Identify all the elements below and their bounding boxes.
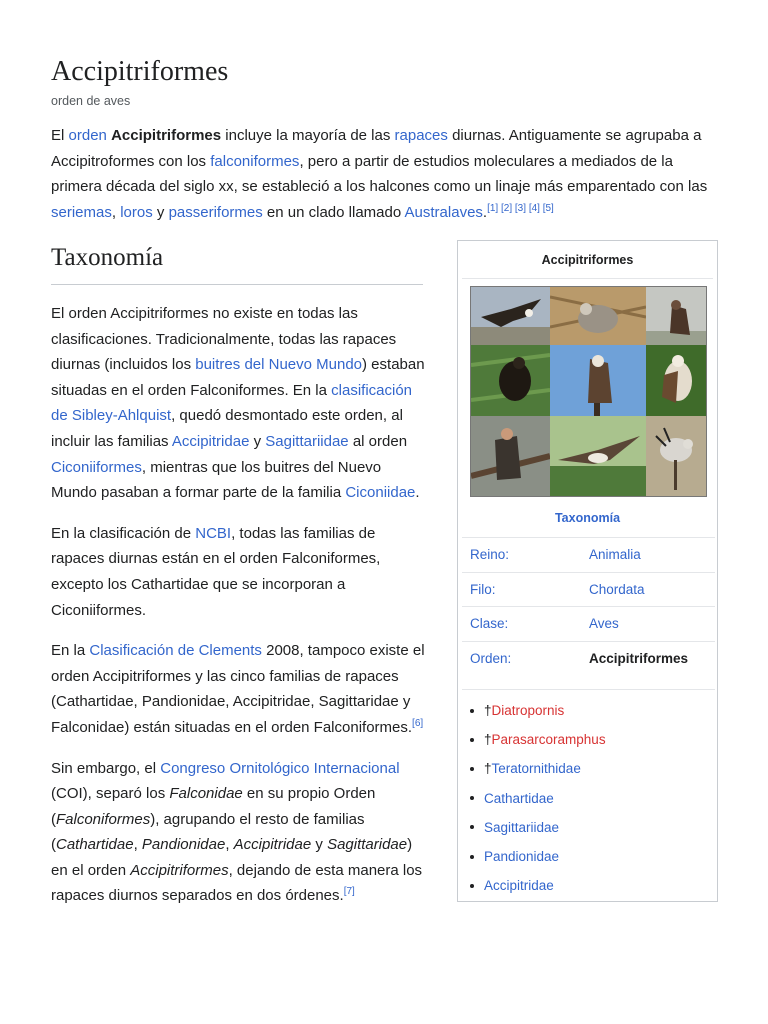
taxonomy-value: Accipitriformes — [589, 650, 689, 666]
bullet-icon — [470, 825, 474, 829]
list-item — [462, 784, 715, 813]
bullet-icon — [470, 855, 474, 859]
photo-kite-perched — [646, 287, 707, 345]
bullet-icon — [470, 767, 474, 771]
infobox-taxonomy-heading[interactable]: Taxonomía — [554, 511, 621, 525]
link-accipitridae[interactable]: Accipitridae — [171, 432, 250, 450]
link-diatropornis[interactable]: Diatropornis — [491, 703, 565, 719]
ref-5[interactable]: [5] — [542, 202, 554, 214]
taxonomy-row-reino — [462, 537, 715, 572]
infobox-title: Accipitriformes — [462, 241, 713, 279]
list-item: † Teratornithidae — [462, 754, 715, 783]
link-seriemas[interactable]: seriemas — [51, 203, 112, 221]
photo-dark-eagle-grass — [471, 345, 550, 416]
link-sagittariidae[interactable]: Sagittariidae — [265, 432, 349, 450]
taxonomy-table — [462, 537, 715, 675]
link-orden[interactable]: orden — [68, 127, 107, 144]
bullet-icon — [470, 709, 474, 713]
list-item: † Parasarcoramphus — [462, 725, 715, 754]
list-item — [462, 813, 715, 842]
section-title-taxonomia: Taxonomía — [51, 244, 423, 285]
link-clements[interactable]: Clasificación de Clements — [89, 642, 262, 660]
link-ciconiiformes[interactable]: Ciconiiformes — [51, 458, 142, 476]
link-coi[interactable]: Congreso Ornitológico Internacional — [160, 759, 400, 777]
link-ncbi[interactable]: NCBI — [195, 524, 232, 542]
link-ciconiidae[interactable]: Ciconiidae — [345, 484, 416, 502]
link-parasarcoramphus[interactable]: Parasarcoramphus — [491, 732, 606, 748]
page-subtitle: orden de aves — [51, 94, 131, 108]
link-sagittariidae-list[interactable]: Sagittariidae — [484, 819, 560, 835]
photo-hawk-foliage — [646, 345, 707, 416]
paragraph-4: Sin embargo, el Congreso Ornitológico Internacional (COI), separó los Falconidae en su propio Orden (Falconiformes), agrupando el resto de familias (Cathartidae, Pandionidae, Accipitridae y Sagittaridae) en el orden Accipitriformes, dejando de esta manera los rapaces diurnos separados en dos órdenes.[7] — [51, 759, 423, 905]
photo-secretary-bird — [646, 416, 707, 496]
taxonomy-key[interactable]: Filo: — [470, 581, 496, 597]
taxonomy-key[interactable]: Reino: — [470, 547, 510, 563]
photo-vulture-branch — [471, 416, 550, 496]
taxonomy-value[interactable]: Aves — [589, 616, 619, 632]
link-australaves[interactable]: Australaves — [404, 203, 483, 221]
paragraph-3: En la Clasificación de Clements 2008, tampoco existe el orden Accipitriformes y las cinco familias de rapaces (Cathartidae, Pandionidae, Accipitridae, Sagittaridae y Falconidae) están situadas en el orden Falconiformes.[6] — [51, 642, 425, 736]
paragraph-1: El orden Accipitriformes no existe en todas las clasificaciones. Tradicionalmente, todas las rapaces diurnas (incluidos los buitres del Nuevo Mundo) estaban situadas en el orden Falconiformes. En la clasificación de Sibley-Ahlquist, quedó desmontado este orden, al incluir las familias Accipitridae y Sagittariidae al orden Ciconiiformes, mientras que los buitres del Nuevo Mundo pasaban a formar parte de la familia Ciconiidae. — [51, 305, 425, 502]
bird-photo-mosaic[interactable] — [470, 286, 707, 497]
taxonomy-key[interactable]: Orden: — [470, 650, 512, 666]
link-accipitridae-list[interactable]: Accipitridae — [484, 878, 554, 894]
link-teratornithidae[interactable]: Teratornithidae — [491, 761, 581, 777]
ref-1[interactable]: [1] — [487, 202, 499, 214]
list-item — [462, 871, 715, 900]
link-passeriformes[interactable]: passeriformes — [168, 203, 263, 221]
ref-2[interactable]: [2] — [501, 202, 513, 214]
intro-paragraph: El orden Accipitriformes incluye la mayoría de las rapaces diurnas. Antiguamente se agrupaba a Accipitroformes con los falconiformes, pero a partir de estudios moleculares a mediados de la primera década del siglo xx, se estableció a los halcones como un linaje más emparentado con las seriemas, loros y passeriformes en un clado llamado Australaves.[1] [2] [3] [4] [5] — [51, 127, 708, 221]
taxonomy-section-body — [51, 301, 426, 924]
photo-eagle-flying — [471, 287, 550, 345]
bullet-icon — [470, 796, 474, 800]
page-title: Accipitriformes — [51, 56, 229, 87]
taxonomy-key[interactable]: Clase: — [470, 616, 509, 632]
list-item — [462, 842, 715, 871]
photo-osprey-sky — [550, 345, 646, 416]
taxonomy-row-clase — [462, 606, 715, 641]
link-buitres-nuevo-mundo[interactable]: buitres del Nuevo Mundo — [195, 356, 363, 374]
taxonomy-row-filo — [462, 572, 715, 607]
paragraph-2: En la clasificación de NCBI, todas las familias de rapaces diurnas están en el orden Falconiformes, excepto los Cathartidae que se incorporan a Ciconiiformes. — [51, 524, 381, 619]
taxonomy-row-orden — [462, 641, 715, 676]
taxonomy-value[interactable]: Animalia — [589, 547, 641, 563]
link-pandionidae[interactable]: Pandionidae — [484, 849, 560, 865]
link-rapaces[interactable]: rapaces — [394, 127, 448, 144]
taxonomy-value[interactable]: Chordata — [589, 581, 645, 597]
ref-3[interactable]: [3] — [514, 202, 527, 214]
link-cathartidae[interactable]: Cathartidae — [484, 790, 554, 806]
ref-7[interactable]: [7] — [343, 886, 355, 898]
infobox — [457, 240, 718, 902]
family-list — [462, 689, 715, 900]
ref-4[interactable]: [4] — [528, 202, 540, 214]
link-loros[interactable]: loros — [120, 203, 153, 221]
ref-6[interactable]: [6] — [412, 717, 424, 729]
photo-harrier-grass — [550, 287, 646, 345]
photo-osprey-flight — [550, 416, 646, 496]
list-item: † Diatropornis — [462, 696, 715, 725]
link-falconiformes[interactable]: falconiformes — [210, 152, 300, 170]
bullet-icon — [470, 884, 474, 888]
link-sibley-ahlquist[interactable]: clasificación de Sibley-Ahlquist — [51, 381, 413, 425]
bullet-icon — [470, 738, 474, 742]
